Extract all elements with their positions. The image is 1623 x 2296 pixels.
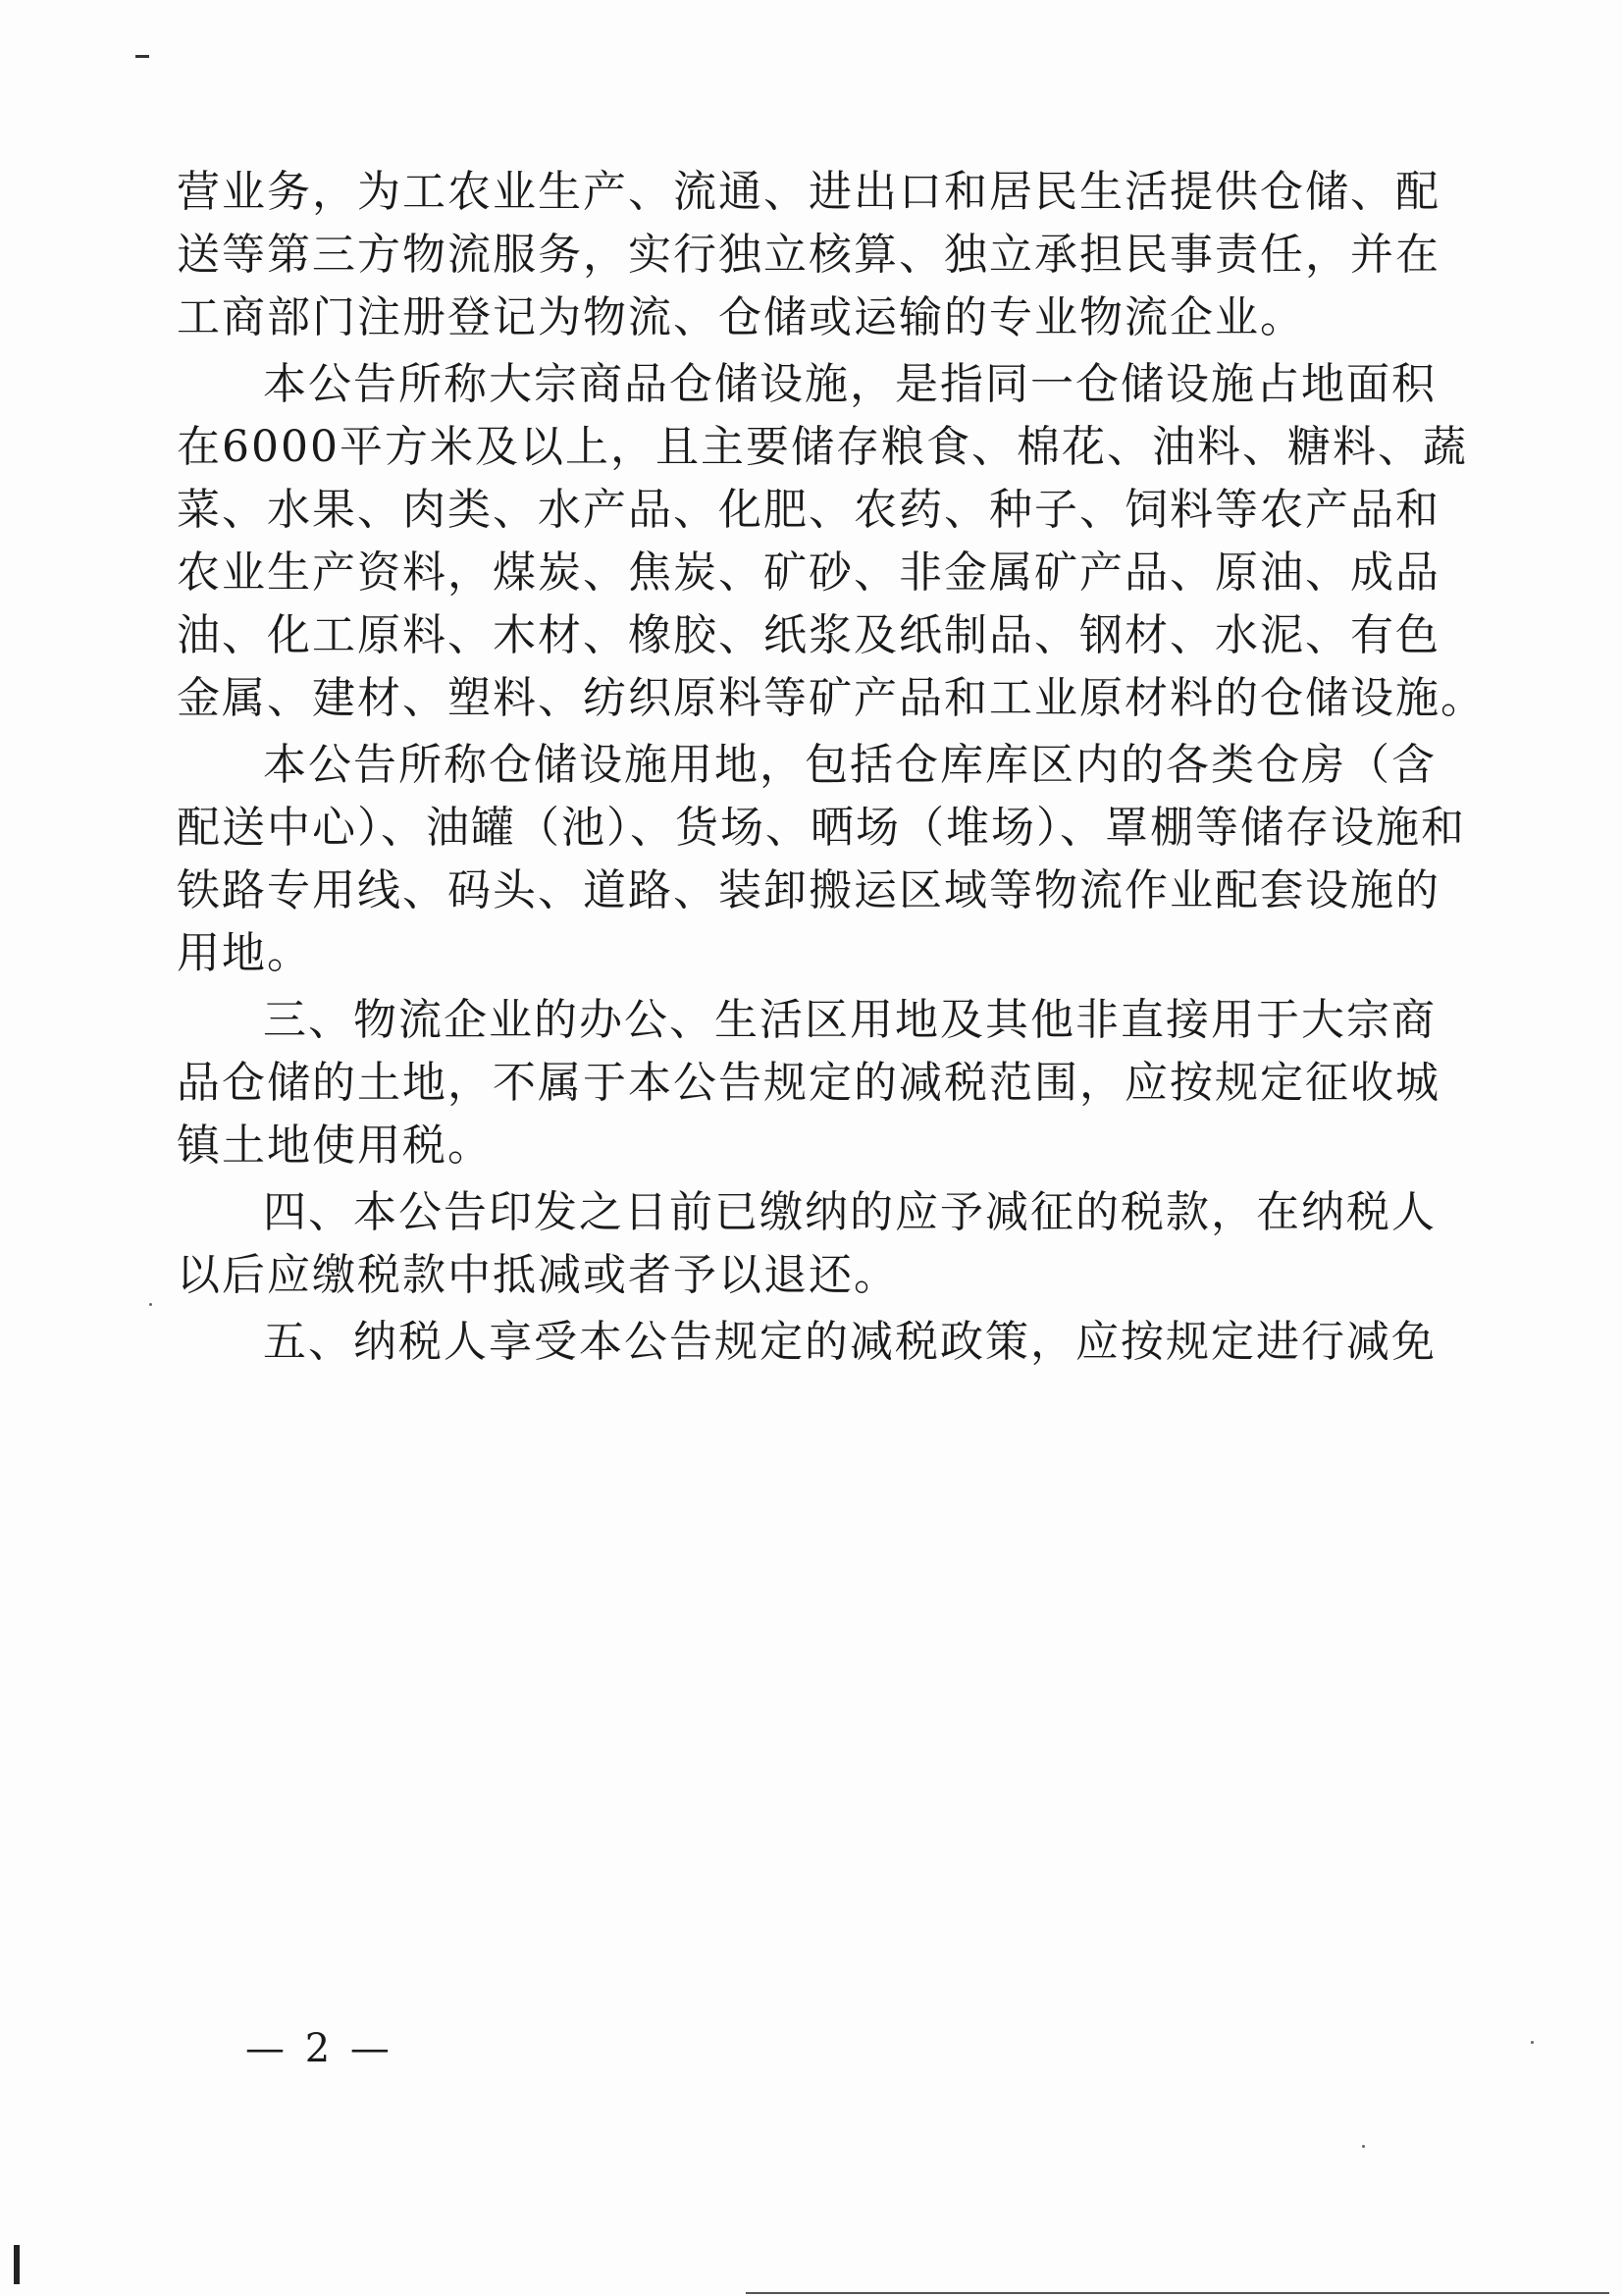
text-line-18: 以后应缴税款中抵减或者予以退还。 bbox=[177, 1250, 899, 1300]
scan-artifact bbox=[135, 55, 149, 58]
text-line-13: 用地。 bbox=[177, 928, 312, 978]
scan-artifact bbox=[14, 2245, 20, 2284]
scan-speck bbox=[1362, 2145, 1365, 2148]
page-number: — 2 — bbox=[245, 2026, 393, 2071]
text-line-4: 本公告所称大宗商品仓储设施，是指同一仓储设施占地面积 bbox=[263, 359, 1437, 409]
text-line-7: 农业生产资料，煤炭、焦炭、矿砂、非金属矿产品、原油、成品 bbox=[177, 548, 1440, 598]
text-line-3: 工商部门注册登记为物流、仓储或运输的专业物流企业。 bbox=[177, 292, 1305, 342]
text-line-5: 在6000平方米及以上，且主要储存粮食、棉花、油料、糖料、蔬 bbox=[177, 422, 1468, 472]
text-line-11: 配送中心）、油罐（池）、货场、晒场（堆场）、罩棚等储存设施和 bbox=[177, 803, 1466, 853]
text-line-17: 四、本公告印发之日前已缴纳的应予减征的税款，在纳税人 bbox=[263, 1187, 1437, 1237]
text-line-14: 三、物流企业的办公、生活区用地及其他非直接用于大宗商 bbox=[263, 995, 1437, 1045]
text-line-15: 品仓储的土地，不属于本公告规定的减税范围，应按规定征收城 bbox=[177, 1058, 1440, 1108]
text-line-1: 营业务，为工农业生产、流通、进出口和居民生活提供仓储、配 bbox=[177, 167, 1440, 217]
text-line-9: 金属、建材、塑料、纺织原料等矿产品和工业原材料的仓储设施。 bbox=[177, 673, 1486, 723]
text-line-19: 五、纳税人享受本公告规定的减税政策，应按规定进行减免 bbox=[263, 1317, 1437, 1367]
text-line-12: 铁路专用线、码头、道路、装卸搬运区域等物流作业配套设施的 bbox=[177, 865, 1440, 915]
text-line-2: 送等第三方物流服务，实行独立核算、独立承担民事责任，并在 bbox=[177, 230, 1440, 280]
text-line-10: 本公告所称仓储设施用地，包括仓库库区内的各类仓房（含 bbox=[263, 740, 1437, 790]
text-line-8: 油、化工原料、木材、橡胶、纸浆及纸制品、钢材、水泥、有色 bbox=[177, 610, 1440, 660]
scan-speck bbox=[1531, 2041, 1534, 2044]
text-line-16: 镇土地使用税。 bbox=[177, 1121, 493, 1171]
scan-speck bbox=[149, 1303, 152, 1306]
scan-artifact bbox=[746, 2292, 1609, 2294]
text-line-6: 菜、水果、肉类、水产品、化肥、农药、种子、饲料等农产品和 bbox=[177, 485, 1440, 535]
